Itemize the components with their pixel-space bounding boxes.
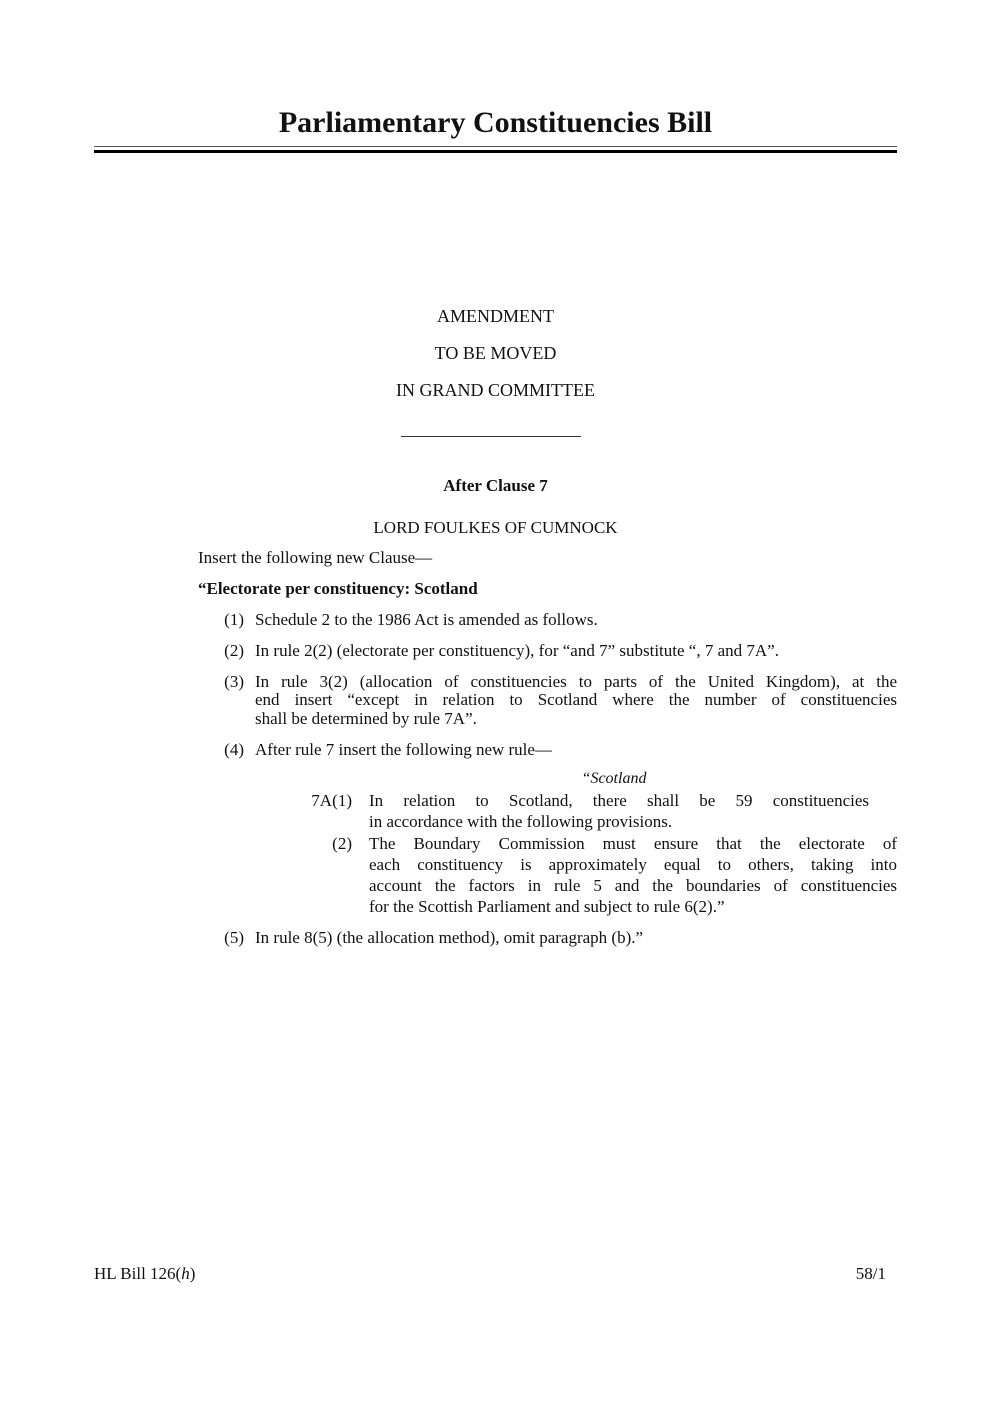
insert-instruction: Insert the following new Clause— (198, 548, 433, 567)
subsection-3 (198, 671, 900, 735)
rule-paragraph-text-line2: each constituency is approximately equal to others, taking into (369, 855, 897, 874)
new-clause-title: “Electorate per constituency: Scotland (198, 579, 478, 598)
title-rule-thin (94, 146, 897, 147)
rule-paragraph-number: (2) (332, 834, 352, 853)
subsection-text-line3: shall be determined by rule 7A”. (255, 709, 477, 728)
subsection-number: (2) (224, 641, 244, 660)
clause-position: After Clause 7 (443, 476, 548, 495)
subsection-text: After rule 7 insert the following new rule— (255, 740, 552, 759)
heading-amendment: AMENDMENT (437, 306, 554, 326)
subsection-text-line2: end insert “except in relation to Scotland where the number of constituencies (255, 690, 897, 709)
heading-grand-committee: IN GRAND COMMITTEE (396, 380, 595, 400)
rule-number: 7A (311, 791, 332, 810)
rule-paragraph-text-line1: The Boundary Commission must ensure that the electorate of (369, 834, 897, 853)
subsection-number: (3) (224, 672, 244, 691)
new-rule-7a (290, 790, 900, 920)
title-rule-thick (94, 150, 897, 153)
bill-reference (94, 1264, 195, 1284)
rule-paragraph-text-line2: in accordance with the following provisions. (369, 812, 673, 831)
rule-paragraph-text-line4: for the Scottish Parliament and subject to rule 6(2).” (369, 897, 725, 916)
rule-paragraph-text-line1: In relation to Scotland, there shall be 59 constituencies (369, 791, 869, 810)
subsection-text: In rule 2(2) (electorate per constituency), for “and 7” substitute “, 7 and 7A”. (255, 641, 779, 660)
subsection-text: Schedule 2 to the 1986 Act is amended as follows. (255, 610, 598, 629)
document-title: Parliamentary Constituencies Bill (278, 106, 713, 139)
bill-reference-italic: h (181, 1264, 190, 1283)
section-divider (401, 436, 581, 437)
new-rule-heading: “Scotland (581, 770, 647, 787)
rule-paragraph-text-line3: account the factors in rule 5 and the boundaries of constituencies (369, 876, 897, 895)
subsection-number: (4) (224, 740, 244, 759)
mover-name: LORD FOULKES OF CUMNOCK (373, 518, 618, 537)
subsection-text-line1: In rule 3(2) (allocation of constituencies to parts of the United Kingdom), at the (255, 672, 897, 691)
subsection-text: In rule 8(5) (the allocation method), omit paragraph (b).” (255, 928, 644, 947)
bill-reference-prefix: HL Bill 126( (94, 1264, 182, 1283)
heading-to-be-moved: TO BE MOVED (434, 343, 557, 363)
bill-reference-suffix: ) (189, 1264, 196, 1283)
rule-paragraph-number: (1) (332, 791, 352, 810)
amendment-number: 58/1 (855, 1264, 886, 1283)
subsection-number: (5) (224, 928, 244, 947)
subsection-number: (1) (224, 610, 244, 629)
